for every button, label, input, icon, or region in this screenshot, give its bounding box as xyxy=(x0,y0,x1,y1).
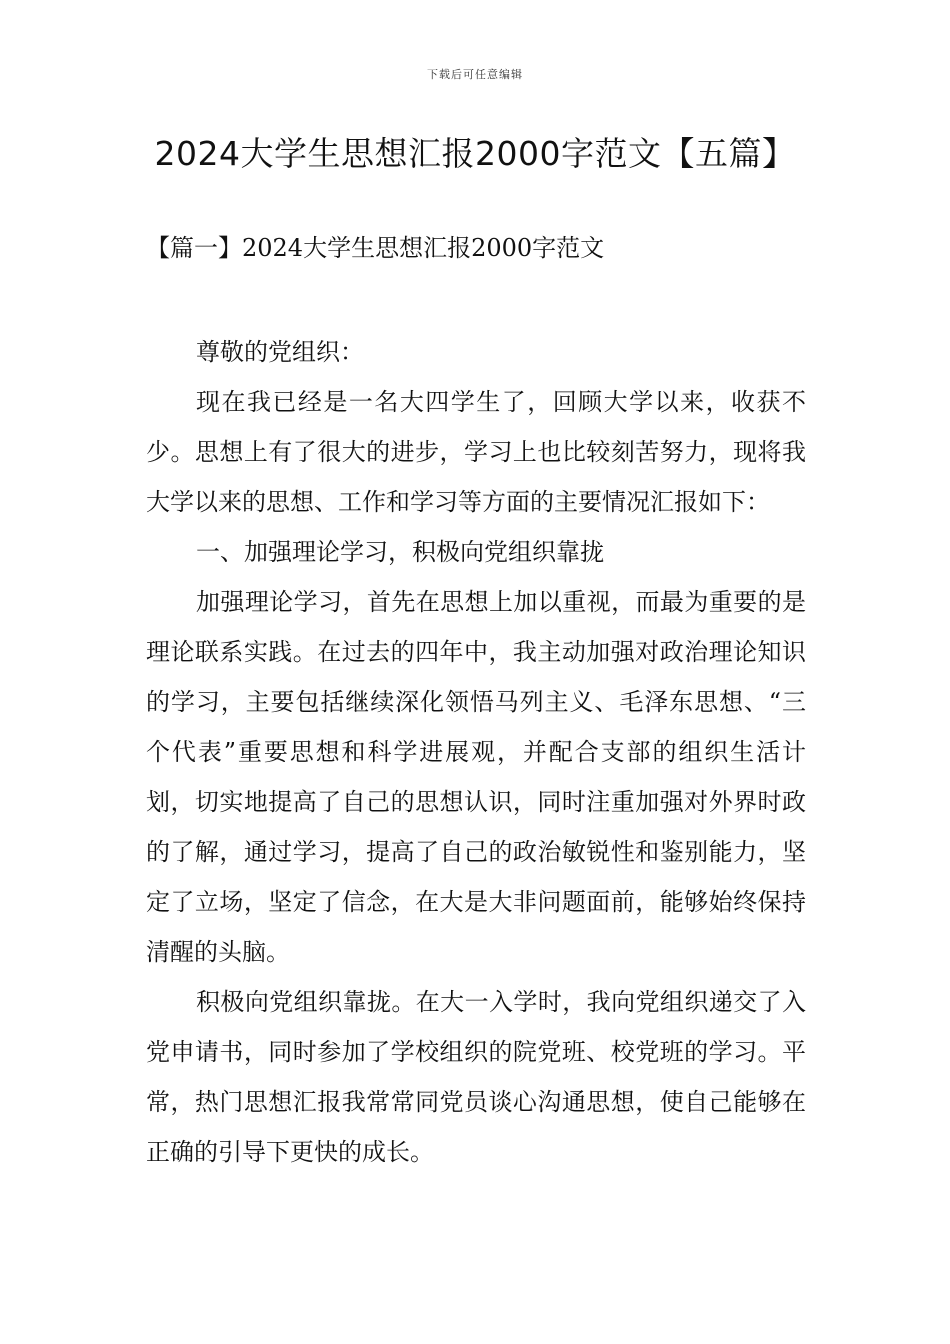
section-heading: 【篇一】2024大学生思想汇报2000字范文 xyxy=(146,234,605,262)
paragraph-intro: 现在我已经是一名大四学生了，回顾大学以来，收获不少。思想上有了很大的进步，学习上也比较刻苦努力，现将我大学以来的思想、工作和学习等方面的主要情况汇报如下： xyxy=(146,388,806,516)
paragraph-theory-study: 加强理论学习，首先在思想上加以重视，而最为重要的是理论联系实践。在过去的四年中，我主动加强对政治理论知识的学习，主要包括继续深化领悟马列主义、毛泽东思想、“三个代表”重要思想和科学进展观，并配合支部的组织生活计划，切实地提高了自己的思想认识，同时注重加强对外界时政的了解，通过学习，提高了自己的政治敏锐性和鉴别能力，坚定了立场，坚定了信念，在大是大非问题面前，能够始终保持清醒的头脑。 xyxy=(146,588,806,966)
document-title: 2024大学生思想汇报2000字范文【五篇】 xyxy=(154,134,796,173)
salutation: 尊敬的党组织： xyxy=(196,338,364,366)
header-note: 下载后可任意编辑 xyxy=(427,68,523,81)
paragraph-party-approach: 积极向党组织靠拢。在大一入学时，我向党组织递交了入党申请书，同时参加了学校组织的院党班、校党班的学习。平常，热门思想汇报我常常同党员谈心沟通思想，使自己能够在正确的引导下更快的成长。 xyxy=(146,988,806,1166)
subsection-heading: 一、加强理论学习，积极向党组织靠拢 xyxy=(196,538,604,566)
letter-body xyxy=(146,327,806,1177)
